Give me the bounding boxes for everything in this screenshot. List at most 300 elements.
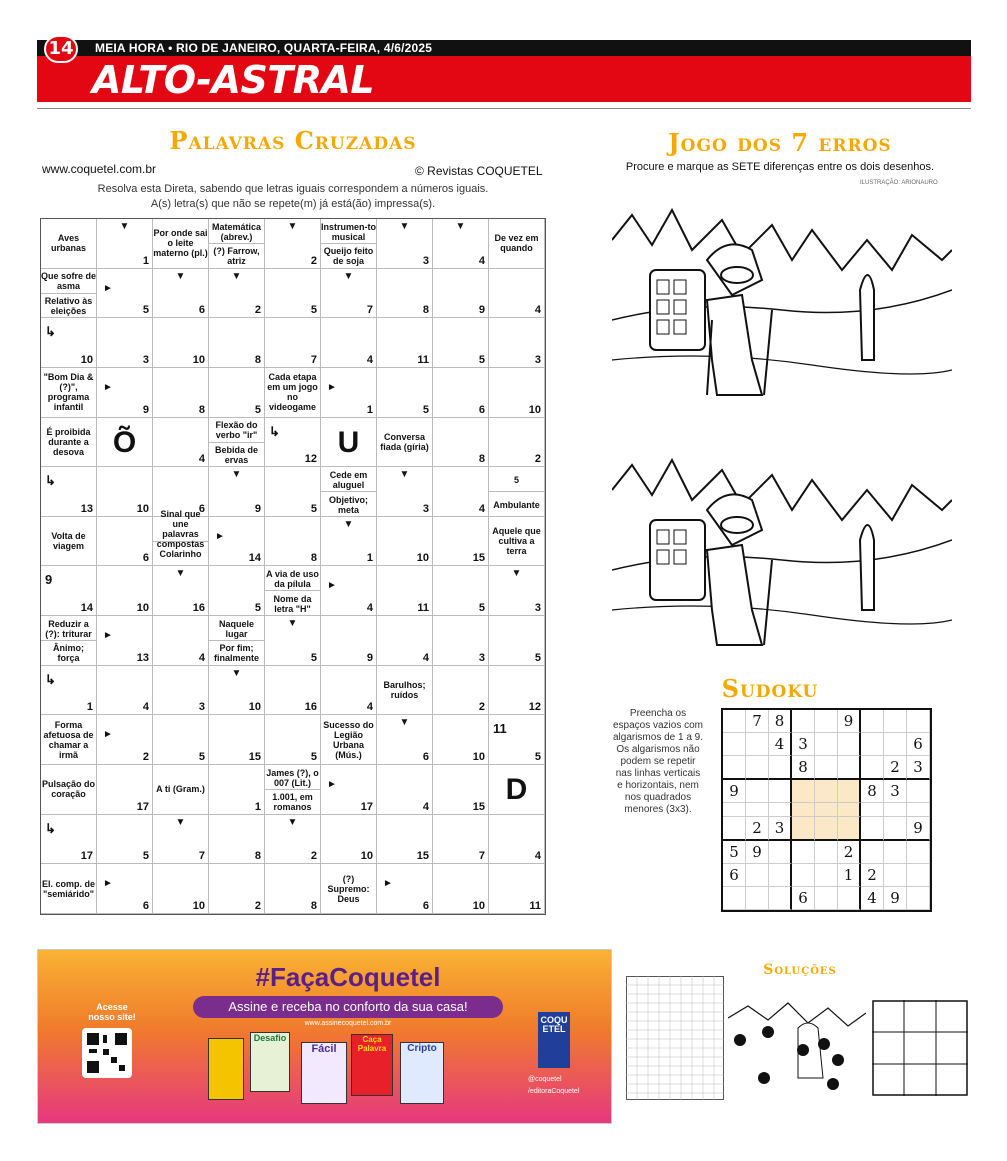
sudoku-cell[interactable] [792, 780, 815, 803]
crossword-cell[interactable] [433, 219, 489, 269]
crossword-cell[interactable] [433, 566, 489, 616]
crossword-cell[interactable] [209, 815, 265, 865]
sudoku-cell[interactable] [838, 887, 861, 910]
crossword-arrow-icon: ► [327, 381, 337, 393]
crossword-clue: Conversa fiada (gíria) [380, 431, 429, 452]
crossword-cell[interactable] [41, 666, 97, 716]
sudoku-cell[interactable] [861, 803, 884, 817]
sudoku-cell[interactable] [769, 803, 792, 817]
crossword-number: 5 [254, 403, 261, 416]
crossword-cell[interactable] [377, 269, 433, 319]
crossword-clue: Que sofre de asma [41, 270, 96, 294]
crossword-number: 14 [80, 602, 93, 615]
crossword-number: 17 [80, 850, 93, 863]
sudoku-cell: 5 [723, 841, 746, 864]
sudoku-cell[interactable] [815, 887, 838, 910]
crossword-number: 10 [416, 552, 429, 565]
crossword-cell[interactable] [377, 715, 433, 765]
seven-errors-title: Jogo dos 7 erros [668, 128, 892, 157]
crossword-arrow-icon: ▼ [287, 816, 298, 828]
crossword-arrow-icon: ▼ [231, 469, 242, 481]
crossword-cell[interactable] [377, 467, 433, 517]
crossword-given-letter: D [505, 773, 528, 807]
crossword-cell [153, 509, 209, 567]
crossword-number: 10 [192, 353, 205, 366]
sudoku-cell[interactable] [723, 817, 746, 841]
crossword-cell[interactable] [489, 418, 545, 468]
crossword-clue: El. comp. de "semiárido" [41, 878, 95, 899]
sudoku-cell[interactable] [815, 864, 838, 887]
seven-errors-instructions: Procure e marque as SETE diferenças entre os dois desenhos. [625, 161, 935, 173]
sudoku-instructions: Preencha os espaços vazios com algarismos de 1 a 9. Os algarismos não podem se repetir nas linhas verticais e horizontais, nem nos quadrados menores (3x3). [612, 708, 704, 815]
crossword-arrow-icon: ▼ [455, 221, 466, 232]
crossword-number: 5 [198, 751, 205, 764]
crossword-number: 15 [472, 552, 485, 565]
sudoku-cell: 6 [907, 733, 930, 756]
crossword-number: 6 [422, 899, 429, 912]
sudoku-cell[interactable] [746, 887, 769, 910]
sudoku-cell[interactable] [884, 864, 907, 887]
crossword-cell[interactable] [321, 318, 377, 368]
sudoku-cell[interactable] [815, 733, 838, 756]
sudoku-cell[interactable] [815, 710, 838, 733]
crossword-cell[interactable] [377, 318, 433, 368]
crossword-number: 4 [478, 254, 485, 267]
sudoku-cell[interactable] [792, 803, 815, 817]
crossword-number: 17 [360, 800, 373, 813]
crossword-cell[interactable] [97, 269, 153, 319]
crossword-cell[interactable] [97, 864, 153, 914]
crossword-number: 5 [254, 602, 261, 615]
sudoku-cell[interactable] [861, 841, 884, 864]
crossword-clue: 1.001, em romanos [272, 792, 313, 813]
sudoku-cell[interactable] [907, 864, 930, 887]
crossword-cell[interactable] [97, 566, 153, 616]
crossword-cell[interactable] [153, 318, 209, 368]
sudoku-solution-thumbnail [872, 1000, 968, 1096]
crossword-given-letter: Õ [112, 425, 137, 459]
crossword-number: 1 [142, 254, 149, 267]
crossword-cell[interactable] [209, 269, 265, 319]
book-cripto [400, 1042, 444, 1104]
sudoku-cell[interactable] [838, 733, 861, 756]
crossword-number: 2 [142, 751, 149, 764]
sudoku-cell[interactable] [769, 864, 792, 887]
crossword-cell[interactable] [209, 864, 265, 914]
sudoku-cell[interactable] [815, 803, 838, 817]
crossword-cell[interactable] [97, 616, 153, 666]
sudoku-cell[interactable] [884, 733, 907, 756]
crossword-cell[interactable] [489, 566, 545, 616]
sudoku-cell[interactable] [746, 756, 769, 780]
crossword-cell[interactable] [97, 219, 153, 269]
crossword-number: 10 [360, 850, 373, 863]
crossword-cell[interactable] [97, 467, 153, 517]
crossword-number: 9 [366, 651, 373, 664]
crossword-cell[interactable] [97, 815, 153, 865]
crossword-cell[interactable] [489, 765, 545, 815]
sudoku-cell: 9 [723, 780, 746, 803]
drawing-top[interactable] [612, 200, 952, 410]
sudoku-cell[interactable] [907, 710, 930, 733]
crossword-number: 3 [198, 701, 205, 714]
sudoku-cell[interactable] [792, 841, 815, 864]
crossword-arrow-icon: 9 [45, 572, 53, 588]
ad-social-1[interactable]: @coquetel [528, 1076, 562, 1083]
crossword-copyright: © Revistas COQUETEL [415, 164, 543, 178]
crossword-arrow-icon: ▼ [231, 667, 242, 679]
subscription-ad[interactable] [37, 949, 612, 1124]
crossword-clue: James (?), o 007 (Lit.) [265, 766, 320, 790]
crossword-cell[interactable] [97, 765, 153, 815]
sudoku-cell[interactable] [746, 733, 769, 756]
crossword-cell[interactable] [97, 368, 153, 418]
ad-hashtag: #FaçaCoquetel [255, 962, 441, 992]
crossword-cell[interactable] [41, 318, 97, 368]
sudoku-cell[interactable] [838, 803, 861, 817]
crossword-cell[interactable] [265, 864, 321, 914]
sudoku-cell[interactable] [792, 817, 815, 841]
sudoku-cell[interactable] [723, 733, 746, 756]
crossword-arrow-icon: ↳ [45, 820, 56, 836]
crossword-clue: Pulsação do coração [41, 779, 95, 800]
illustration-credit: ILUSTRAÇÃO: ARIONAURO [860, 180, 938, 186]
crossword-cell[interactable] [433, 715, 489, 765]
crossword-number: 7 [310, 353, 317, 366]
crossword-cell[interactable] [489, 616, 545, 666]
crossword-number: 4 [422, 651, 429, 664]
crossword-cell[interactable] [321, 269, 377, 319]
crossword-number: 8 [422, 304, 429, 317]
sudoku-cell[interactable] [884, 817, 907, 841]
crossword-number: 3 [534, 602, 541, 615]
crossword-clue: "Bom Dia & (?)", programa infantil [43, 372, 94, 413]
sudoku-cell[interactable] [838, 756, 861, 780]
crossword-number: 8 [254, 850, 261, 863]
crossword-number: 13 [80, 502, 93, 515]
crossword-cell [321, 715, 377, 765]
crossword-clue: (?) Supremo: Deus [327, 873, 370, 904]
sudoku-cell: 2 [746, 817, 769, 841]
sudoku-cell[interactable] [769, 887, 792, 910]
crossword-cell[interactable] [321, 368, 377, 418]
crossword-number: 17 [136, 800, 149, 813]
crossword-number: 8 [310, 552, 317, 565]
sudoku-cell[interactable] [723, 756, 746, 780]
crossword-cell[interactable] [265, 715, 321, 765]
sudoku-cell[interactable] [769, 841, 792, 864]
crossword-number: 1 [254, 800, 261, 813]
sudoku-title: Sudoku [721, 674, 819, 703]
crossword-number: 4 [198, 453, 205, 466]
crossword-cell[interactable] [377, 219, 433, 269]
crossword-cell[interactable] [97, 715, 153, 765]
crossword-number: 4 [478, 502, 485, 515]
sudoku-cell: 3 [792, 733, 815, 756]
crossword-cell[interactable] [209, 765, 265, 815]
crossword-cell[interactable] [97, 666, 153, 716]
crossword-cell [377, 418, 433, 468]
crossword-arrow-icon: ▼ [175, 568, 186, 580]
crossword-number: 5 [310, 751, 317, 764]
sudoku-cell[interactable] [746, 864, 769, 887]
crossword-number: 3 [422, 254, 429, 267]
sudoku-cell[interactable] [769, 756, 792, 780]
crossword-cell[interactable] [321, 765, 377, 815]
crossword-number: 6 [478, 403, 485, 416]
crossword-cell[interactable] [489, 815, 545, 865]
sudoku-cell[interactable] [723, 887, 746, 910]
crossword-arrow-icon: ► [103, 282, 113, 294]
crossword-cell [265, 566, 321, 616]
sudoku-cell[interactable] [815, 780, 838, 803]
crossword-arrow-icon: ▼ [511, 568, 522, 580]
crossword-arrow-icon: ► [103, 381, 113, 393]
crossword-arrow-icon: ► [103, 630, 113, 642]
crossword-cell[interactable] [433, 467, 489, 517]
crossword-number: 2 [478, 701, 485, 714]
sudoku-cell[interactable] [907, 780, 930, 803]
crossword-grid[interactable] [40, 218, 546, 915]
crossword-clue: Aves urbanas [50, 233, 86, 254]
ad-social-2[interactable]: /editoraCoquetel [528, 1088, 580, 1095]
crossword-cell[interactable] [489, 368, 545, 418]
crossword-cell[interactable] [209, 318, 265, 368]
sudoku-cell[interactable] [838, 817, 861, 841]
crossword-cell[interactable] [209, 368, 265, 418]
crossword-cell[interactable] [377, 616, 433, 666]
crossword-number: 1 [86, 701, 93, 714]
qr-code-icon[interactable] [82, 1028, 132, 1078]
crossword-number: 5 [142, 850, 149, 863]
crossword-cell[interactable] [209, 715, 265, 765]
crossword-cell[interactable] [489, 864, 545, 914]
crossword-cell[interactable] [433, 418, 489, 468]
crossword-cell[interactable] [41, 566, 97, 616]
crossword-number: 11 [417, 602, 429, 615]
sudoku-cell: 8 [861, 780, 884, 803]
book-cover [208, 1038, 244, 1100]
crossword-cell [153, 765, 209, 815]
crossword-number: 4 [142, 701, 149, 714]
crossword-cell[interactable] [153, 566, 209, 616]
crossword-cell[interactable] [265, 467, 321, 517]
crossword-arrow-icon: ▼ [399, 717, 410, 729]
sudoku-cell[interactable] [723, 710, 746, 733]
crossword-cell[interactable] [433, 517, 489, 567]
crossword-cell[interactable] [41, 467, 97, 517]
crossword-cell[interactable] [265, 517, 321, 567]
sudoku-cell[interactable] [907, 841, 930, 864]
sudoku-cell: 3 [884, 780, 907, 803]
sudoku-cell[interactable] [884, 841, 907, 864]
crossword-cell[interactable] [41, 815, 97, 865]
crossword-cell [489, 467, 545, 517]
sudoku-cell[interactable] [884, 803, 907, 817]
crossword-cell[interactable] [97, 517, 153, 567]
crossword-cell[interactable] [153, 616, 209, 666]
crossword-clue: Relativo às eleições [44, 295, 93, 316]
crossword-cell[interactable] [377, 765, 433, 815]
crossword-cell[interactable] [433, 616, 489, 666]
crossword-number: 5 [422, 403, 429, 416]
crossword-number: 10 [192, 899, 205, 912]
crossword-number: 5 [534, 651, 541, 664]
page-number: 14 [44, 35, 78, 63]
crossword-clue: Bebida de ervas [214, 444, 258, 465]
sudoku-cell[interactable] [861, 817, 884, 841]
sudoku-cell: 2 [884, 756, 907, 780]
crossword-number: 10 [472, 899, 485, 912]
crossword-arrow-icon: ► [327, 580, 337, 592]
sudoku-cell: 9 [838, 710, 861, 733]
crossword-cell[interactable] [489, 318, 545, 368]
crossword-cell [321, 219, 377, 269]
crossword-clue: Ambulante [493, 499, 540, 510]
crossword-cell[interactable] [433, 815, 489, 865]
crossword-number: 7 [198, 850, 205, 863]
crossword-cell[interactable] [153, 864, 209, 914]
crossword-cell[interactable] [433, 368, 489, 418]
crossword-clue: Ânimo; força [53, 643, 84, 664]
crossword-cell[interactable] [377, 815, 433, 865]
crossword-cell[interactable] [209, 467, 265, 517]
sudoku-cell[interactable] [884, 710, 907, 733]
crossword-cell[interactable] [321, 517, 377, 567]
sudoku-cell[interactable] [815, 817, 838, 841]
sudoku-cell[interactable] [746, 803, 769, 817]
crossword-cell[interactable] [265, 815, 321, 865]
sudoku-cell: 9 [884, 887, 907, 910]
sudoku-cell[interactable] [861, 710, 884, 733]
crossword-cell[interactable] [377, 517, 433, 567]
crossword-cell[interactable] [97, 318, 153, 368]
crossword-solution-thumbnail [626, 976, 724, 1100]
sudoku-cell[interactable] [792, 864, 815, 887]
crossword-cell[interactable] [321, 616, 377, 666]
crossword-cell[interactable] [97, 418, 153, 468]
crossword-cell[interactable] [265, 318, 321, 368]
crossword-site[interactable]: www.coquetel.com.br [42, 162, 157, 176]
crossword-cell[interactable] [433, 864, 489, 914]
crossword-arrow-icon: ↳ [269, 423, 280, 439]
sudoku-cell[interactable] [861, 756, 884, 780]
sudoku-grid[interactable] [721, 708, 932, 912]
crossword-clue: É proibida durante a desova [46, 426, 91, 457]
crossword-cell[interactable] [321, 666, 377, 716]
crossword-cell[interactable] [209, 566, 265, 616]
crossword-clue: Sinal que une palavras compostas [153, 518, 208, 542]
sudoku-cell[interactable] [907, 803, 930, 817]
crossword-number: 16 [304, 701, 317, 714]
crossword-cell[interactable] [489, 269, 545, 319]
ad-url[interactable]: www.assinecoquetel.com.br [304, 1020, 392, 1027]
crossword-clue: Nome da letra "H" [273, 593, 312, 614]
crossword-number: 5 [310, 651, 317, 664]
crossword-cell[interactable] [489, 715, 545, 765]
crossword-number: 6 [198, 502, 205, 515]
sudoku-cell[interactable] [815, 841, 838, 864]
crossword-cell[interactable] [265, 219, 321, 269]
crossword-cell [153, 219, 209, 269]
crossword-number: 10 [80, 353, 93, 366]
sudoku-cell[interactable] [861, 733, 884, 756]
crossword-cell [265, 368, 321, 418]
crossword-cell[interactable] [321, 815, 377, 865]
crossword-cell[interactable] [265, 418, 321, 468]
crossword-cell[interactable] [433, 666, 489, 716]
crossword-cell[interactable] [153, 269, 209, 319]
crossword-cell[interactable] [433, 765, 489, 815]
crossword-cell [41, 418, 97, 468]
crossword-clue: A ti (Gram.) [156, 784, 205, 795]
sudoku-cell: 2 [861, 864, 884, 887]
crossword-number: 2 [254, 899, 261, 912]
crossword-cell[interactable] [209, 517, 265, 567]
crossword-cell[interactable] [265, 666, 321, 716]
drawing-bottom[interactable] [612, 450, 952, 650]
crossword-number: 4 [534, 304, 541, 317]
crossword-number: 4 [198, 651, 205, 664]
sudoku-cell[interactable] [723, 803, 746, 817]
sudoku-cell[interactable] [792, 710, 815, 733]
crossword-clue: De vez em quando [494, 233, 539, 254]
crossword-cell[interactable] [433, 269, 489, 319]
sudoku-cell: 9 [907, 817, 930, 841]
crossword-number: 8 [198, 403, 205, 416]
seven-errors-solution-thumbnail [728, 998, 866, 1094]
crossword-cell [41, 368, 97, 418]
crossword-cell[interactable] [377, 566, 433, 616]
sudoku-cell[interactable] [907, 887, 930, 910]
crossword-cell[interactable] [209, 666, 265, 716]
crossword-cell[interactable] [321, 566, 377, 616]
crossword-cell[interactable] [377, 864, 433, 914]
crossword-cell[interactable] [377, 368, 433, 418]
crossword-clue: Sucesso do Legião Urbana (Mús.) [323, 719, 374, 760]
crossword-cell[interactable] [321, 418, 377, 468]
sudoku-cell[interactable] [838, 780, 861, 803]
crossword-cell[interactable] [153, 715, 209, 765]
sudoku-cell[interactable] [815, 756, 838, 780]
crossword-cell [41, 864, 97, 914]
crossword-clue: Barulhos; ruídos [383, 680, 426, 701]
sudoku-cell[interactable] [746, 780, 769, 803]
crossword-number: 15 [416, 850, 429, 863]
crossword-number: 6 [422, 751, 429, 764]
crossword-number: 4 [534, 850, 541, 863]
crossword-cell[interactable] [153, 815, 209, 865]
crossword-cell [41, 269, 97, 319]
crossword-cell[interactable] [153, 368, 209, 418]
crossword-cell [41, 517, 97, 567]
crossword-arrow-icon: ► [103, 878, 113, 890]
sudoku-cell[interactable] [769, 780, 792, 803]
crossword-cell[interactable] [153, 666, 209, 716]
crossword-number: 12 [528, 701, 541, 714]
crossword-cell[interactable] [265, 269, 321, 319]
crossword-number: 5 [310, 304, 317, 317]
crossword-cell[interactable] [433, 318, 489, 368]
crossword-clue: Aquele que cultiva a terra [492, 526, 541, 557]
crossword-cell[interactable] [153, 418, 209, 468]
crossword-cell[interactable] [489, 666, 545, 716]
crossword-cell[interactable] [265, 616, 321, 666]
crossword-number: 5 [478, 353, 485, 366]
crossword-clue: (?) Farrow, atriz [213, 246, 260, 267]
crossword-cell [321, 864, 377, 914]
crossword-arrow-icon: ▼ [175, 816, 186, 828]
